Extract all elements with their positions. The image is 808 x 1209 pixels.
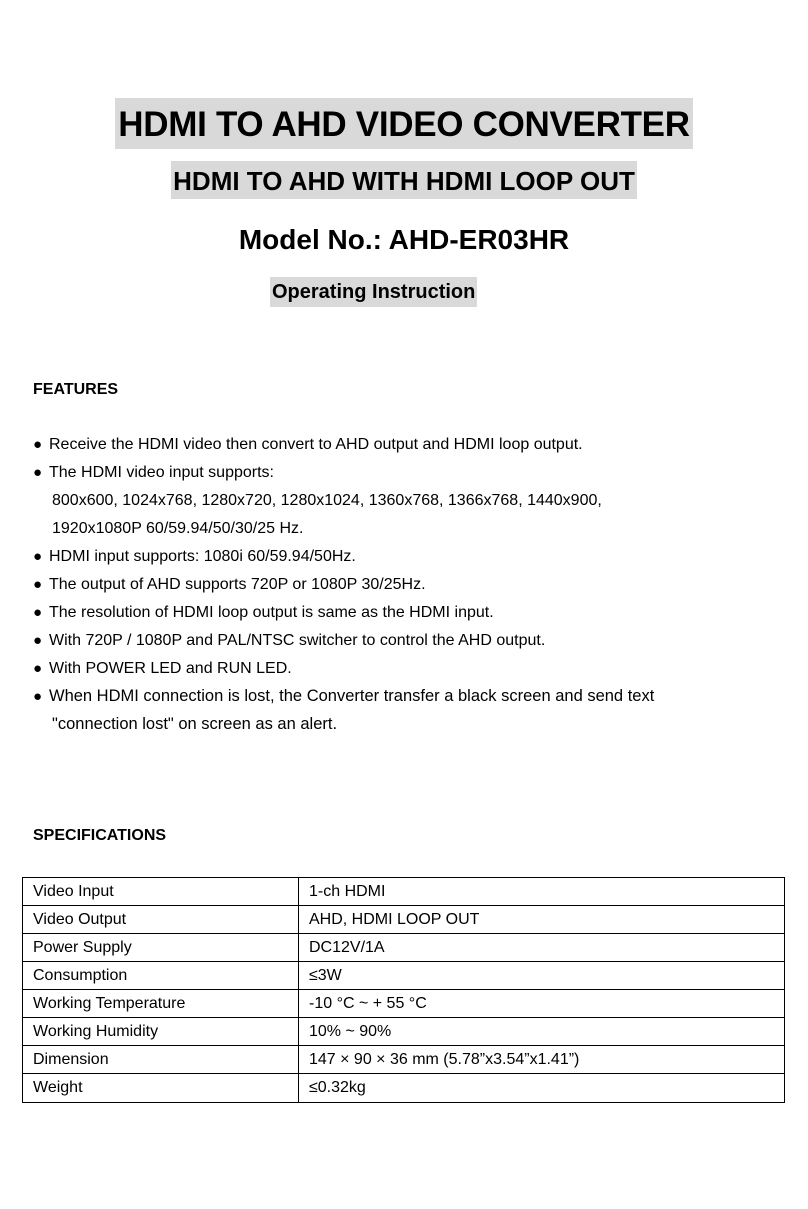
bullet-icon: ● xyxy=(33,660,43,677)
feature-text: When HDMI connection is lost, the Converter transfer a black screen and send text xyxy=(49,687,655,705)
bullet-icon: ● xyxy=(33,604,43,621)
document-subtitle: HDMI TO AHD WITH HDMI LOOP OUT xyxy=(171,161,637,199)
feature-continuation: 800x600, 1024x768, 1280x720, 1280x1024, 1360x768, 1366x768, 1440x900, xyxy=(52,492,602,509)
feature-continuation: 1920x1080P 60/59.94/50/30/25 Hz. xyxy=(52,520,304,537)
feature-continuation: "connection lost" on screen as an alert. xyxy=(52,715,338,733)
bullet-icon: ● xyxy=(33,632,43,649)
table-row xyxy=(23,990,785,1018)
bullet-icon: ● xyxy=(33,576,43,593)
feature-text: The HDMI video input supports: xyxy=(49,464,274,481)
feature-item xyxy=(33,661,292,677)
spec-label: Consumption xyxy=(23,962,299,990)
bullet-icon: ● xyxy=(33,688,43,705)
spec-label: Video Output xyxy=(23,906,299,934)
spec-value: 10% ~ 90% xyxy=(299,1018,785,1046)
spec-label: Weight xyxy=(23,1074,299,1103)
feature-item xyxy=(33,633,545,649)
specifications-table xyxy=(22,877,785,1103)
table-row xyxy=(23,906,785,934)
table-row xyxy=(23,1018,785,1046)
spec-value: ≤0.32kg xyxy=(299,1074,785,1103)
table-row xyxy=(23,934,785,962)
instruction-block xyxy=(270,277,477,307)
spec-value: ≤3W xyxy=(299,962,785,990)
spec-value: DC12V/1A xyxy=(299,934,785,962)
feature-text: Receive the HDMI video then convert to AHD output and HDMI loop output. xyxy=(49,436,583,453)
feature-item xyxy=(33,465,274,481)
feature-text: HDMI input supports: 1080i 60/59.94/50Hz. xyxy=(49,548,356,565)
subtitle-block xyxy=(0,161,808,199)
features-heading: FEATURES xyxy=(33,381,119,398)
spec-label: Working Temperature xyxy=(23,990,299,1018)
spec-value: AHD, HDMI LOOP OUT xyxy=(299,906,785,934)
feature-item xyxy=(33,437,583,453)
feature-text: With POWER LED and RUN LED. xyxy=(49,660,292,677)
feature-item xyxy=(33,549,356,565)
feature-item xyxy=(33,605,494,621)
feature-item xyxy=(33,688,654,705)
spec-label: Power Supply xyxy=(23,934,299,962)
document-title: HDMI TO AHD VIDEO CONVERTER xyxy=(115,98,692,149)
spec-label: Working Humidity xyxy=(23,1018,299,1046)
spec-value: 1-ch HDMI xyxy=(299,878,785,906)
table-row xyxy=(23,962,785,990)
table-row xyxy=(23,1046,785,1074)
spec-label: Dimension xyxy=(23,1046,299,1074)
feature-text: With 720P / 1080P and PAL/NTSC switcher to control the AHD output. xyxy=(49,632,546,649)
table-row xyxy=(23,878,785,906)
operating-instruction-heading: Operating Instruction xyxy=(270,277,477,307)
bullet-icon: ● xyxy=(33,464,43,481)
model-number: Model No.: AHD-ER03HR xyxy=(238,224,570,255)
model-block xyxy=(0,222,808,254)
feature-item xyxy=(33,577,426,593)
bullet-icon: ● xyxy=(33,436,43,453)
spec-value: 147 × 90 × 36 mm (5.78”x3.54”x1.41”) xyxy=(299,1046,785,1074)
feature-text: The resolution of HDMI loop output is same as the HDMI input. xyxy=(49,604,494,621)
spec-value: -10 °C ~ + 55 °C xyxy=(299,990,785,1018)
spec-label: Video Input xyxy=(23,878,299,906)
specifications-heading: SPECIFICATIONS xyxy=(33,827,167,844)
table-row xyxy=(23,1074,785,1103)
feature-text: The output of AHD supports 720P or 1080P 30/25Hz. xyxy=(49,576,426,593)
title-block xyxy=(0,98,808,149)
bullet-icon: ● xyxy=(33,548,43,565)
